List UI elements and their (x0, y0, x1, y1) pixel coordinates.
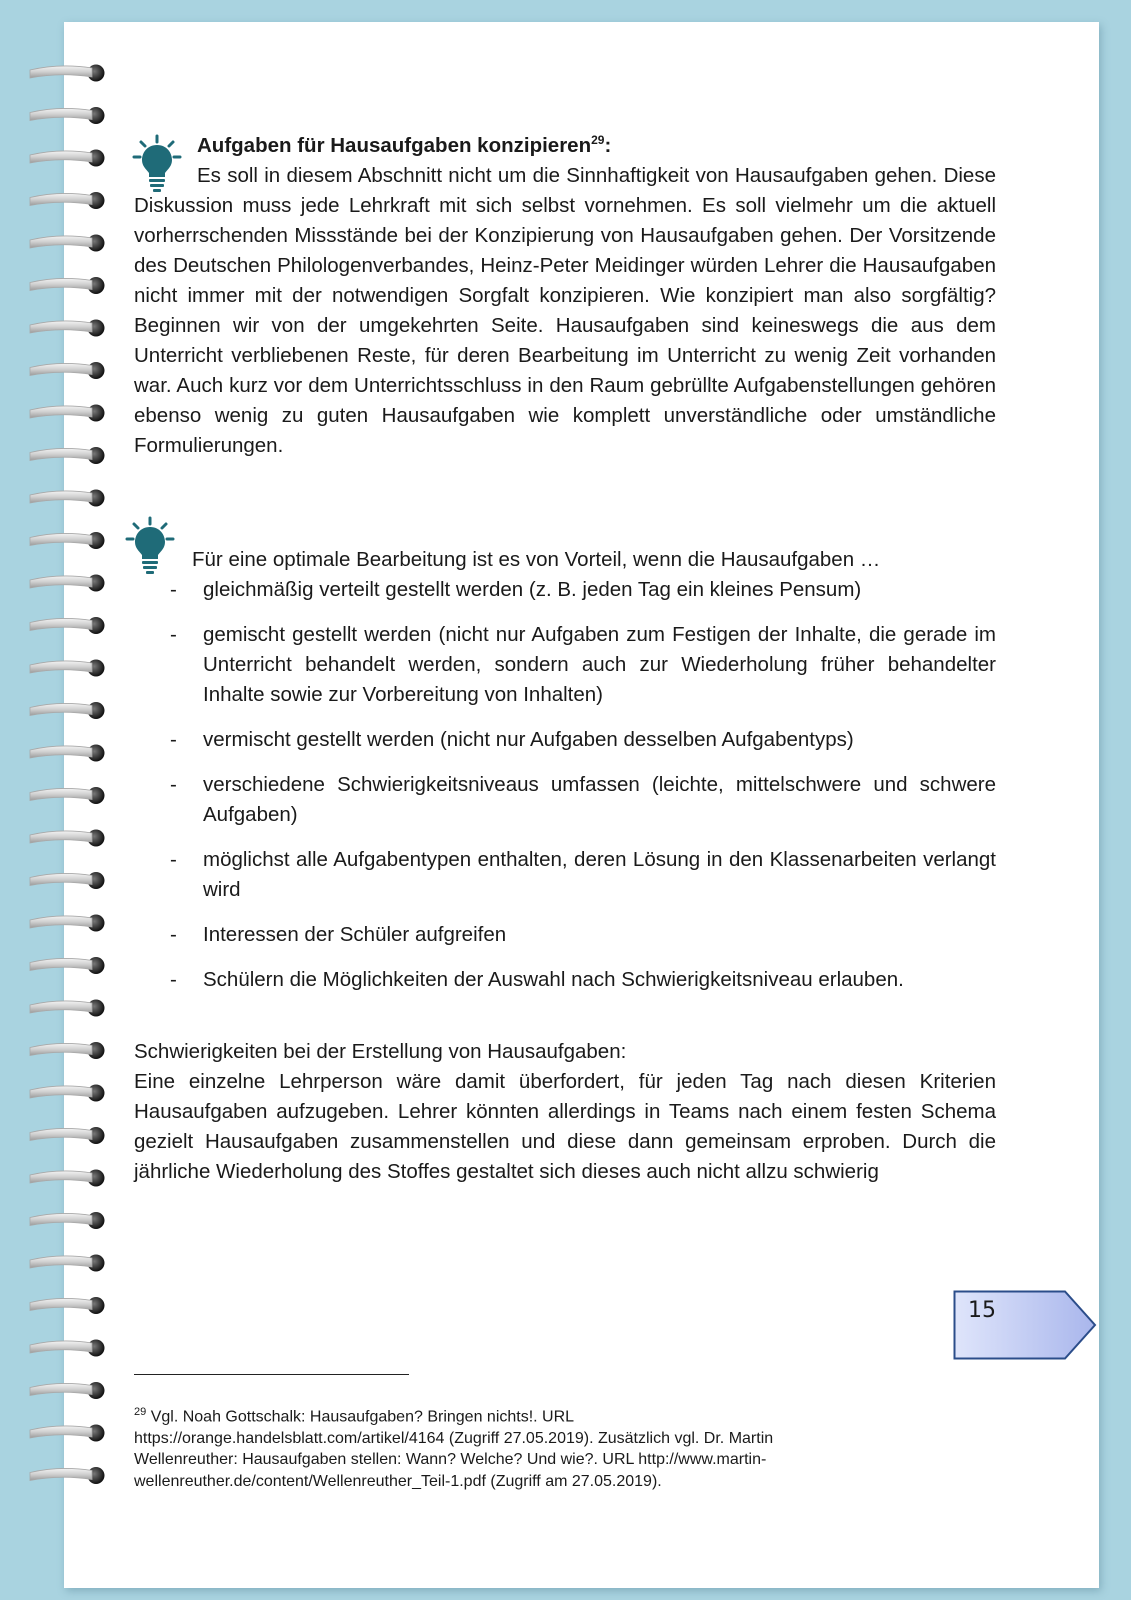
binding-ring (30, 1255, 105, 1272)
footnote-reference[interactable]: 29 (591, 133, 605, 148)
binding-ring (30, 65, 105, 82)
criteria-list (134, 575, 996, 995)
binding-ring (30, 1467, 105, 1484)
binding-ring (30, 192, 105, 209)
binding-ring (30, 830, 105, 847)
list-item: - vermischt gestellt werden (nicht nur Aufgaben desselben Aufgabentyps) (170, 728, 854, 751)
binding-ring (30, 447, 105, 464)
binding-ring (30, 1297, 105, 1314)
binding-ring (30, 107, 105, 124)
list-item: - möglichst alle Aufgabentypen enthalten, deren Lösung in den Klassenarbeiten verlangt wird (170, 848, 996, 901)
binding-ring (30, 1425, 105, 1442)
footnote-number: 29 (134, 1406, 147, 1418)
binding-ring (30, 1085, 105, 1102)
binding-ring (30, 745, 105, 762)
section-paragraph: Eine einzelne Lehrperson wäre damit überfordert, für jeden Tag nach diesen Kriterien Hausaufgaben aufzugeben. Lehrer könnten allerdings in Teams nach einem festen Schema gezielt Hausaufgaben zusammenstellen und diese dann gemeinsam erproben. Durch die jährliche Wiederholung des Stoffes gestaltet sich dieses auch nicht allzu schwierig (134, 1070, 996, 1183)
section-optimale-bearbeitung (134, 545, 996, 1010)
list-item: - Schülern die Möglichkeiten der Auswahl nach Schwierigkeitsniveau erlauben. (170, 968, 904, 991)
binding-ring (30, 1170, 105, 1187)
binding-ring (30, 660, 105, 677)
spiral-binding (0, 0, 120, 1600)
binding-ring (30, 490, 105, 507)
footnote: $^{29}$ Vgl. Noah Gottschalk: Hausaufgaben? Bringen nichts!. URL https://orange.handelsblatt.com/artikel/4164 (Zugriff 27.05.2019). Zusätzlich vgl. Dr. Martin Wellenreuther: Hausaufgaben stellen: Wann? Welche? Und wie?. URL http://www.martin- wellenreuther.de/content/Wellenreuther_Teil-1.pdf (Zugriff am 27.05.2019). (134, 1402, 934, 1492)
binding-ring (30, 1042, 105, 1059)
binding-ring (30, 277, 105, 294)
binding-ring (30, 575, 105, 592)
binding-ring (30, 405, 105, 422)
list-item: - gemischt gestellt werden (nicht nur Aufgaben zum Festigen der Inhalte, die gerade im Unterricht behandelt werden, sondern auch zur Wiederholung früher behandelter Inhalte sowie zur Vorbereitung von Inhalten) (170, 623, 996, 706)
page-number: 15 (968, 1298, 996, 1323)
binding-ring (30, 1212, 105, 1229)
binding-ring (30, 1000, 105, 1017)
section-heading: Aufgaben für Hausaufgaben konzipieren$^{29}$: (197, 133, 612, 157)
binding-ring (30, 532, 105, 549)
footnote-link[interactable]: wellenreuther.de/content/Wellenreuther_Teil-1.pdf (Zugriff am 27.05.2019). (134, 1472, 662, 1490)
binding-ring (30, 957, 105, 974)
binding-ring (30, 702, 105, 719)
binding-ring (30, 150, 105, 167)
binding-ring (30, 362, 105, 379)
section-paragraph: Es soll in diesem Abschnitt nicht um die Sinnhaftigkeit von Hausaufgaben gehen. Diese Diskussion muss jede Lehrkraft mit sich selbst vornehmen. Es soll vielmehr um die aktuell vorherrschenden Missstände bei der Konzipierung von Hausaufgaben gehen. Der Vorsitzende des Deutschen Philologenverbandes, Heinz-Peter Meidinger würden Lehrer die Hausaufgaben nicht immer mit der notwendigen Sorgfalt konzipieren. Wie konzipiert man also sorgfältig? Beginnen wir von der umgekehrten Seite. Hausaufgaben sind keineswegs die aus dem Unterricht verbliebenen Reste, für deren Bearbeitung im Unterricht zu wenig Zeit vorhanden war. Auch kurz vor dem Unterrichtsschluss in den Raum gebrüllte Aufgabenstellungen gehören ebenso wenig zu guten Hausaufgaben wie komplett unverständliche oder umständliche Formulierungen. (134, 164, 996, 457)
binding-ring (30, 1340, 105, 1357)
section-schwierigkeiten (134, 1037, 996, 1187)
list-intro: Für eine optimale Bearbeitung ist es von Vorteil, wenn die Hausaufgaben … (192, 548, 881, 571)
section-hausaufgaben-konzipieren (134, 131, 996, 461)
binding-ring (30, 915, 105, 932)
binding-ring (30, 617, 105, 634)
list-item: - Interessen der Schüler aufgreifen (170, 923, 507, 946)
section-heading: Schwierigkeiten bei der Erstellung von Hausaufgaben: (134, 1040, 627, 1063)
binding-ring (30, 872, 105, 889)
footnote-separator (134, 1374, 409, 1375)
list-item: - gleichmäßig verteilt gestellt werden (z. B. jeden Tag ein kleines Pensum) (170, 578, 862, 601)
footnote-link[interactable]: https://orange.handelsblatt.com/artikel/4164 (Zugriff 27.05.2019). Zusätzlich vgl. Dr. Martin (134, 1429, 774, 1447)
binding-ring (30, 320, 105, 337)
binding-ring (30, 787, 105, 804)
binding-ring (30, 1382, 105, 1399)
binding-ring (30, 235, 105, 252)
binding-ring (30, 1127, 105, 1144)
list-item: - verschiedene Schwierigkeitsniveaus umfassen (leichte, mittelschwere und schwere Aufgaben) (170, 773, 996, 826)
